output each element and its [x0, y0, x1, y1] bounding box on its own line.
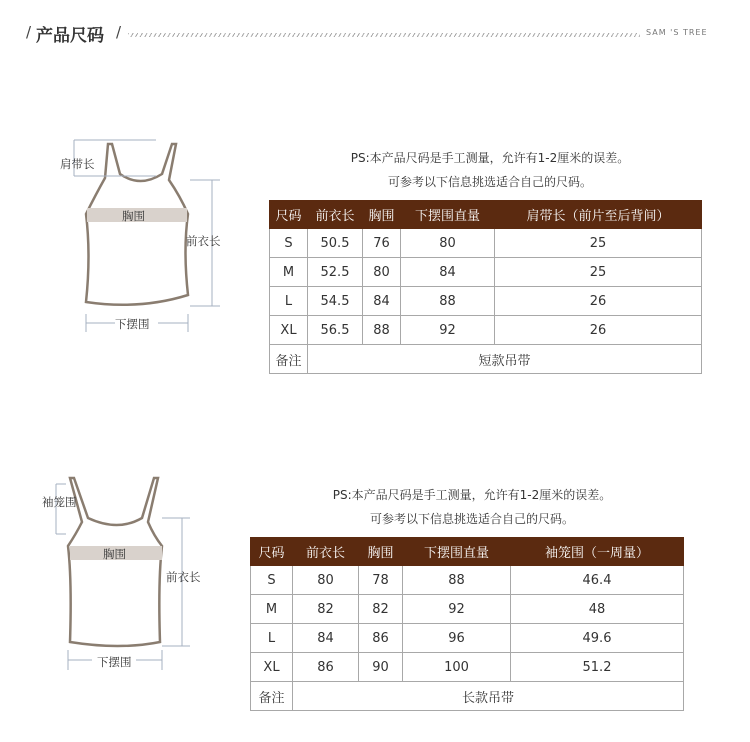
table-cell: M	[270, 258, 308, 287]
table-cell: 80	[401, 229, 495, 258]
table-row	[251, 595, 684, 624]
remark-row	[270, 345, 702, 374]
column-header: 下摆围直量	[403, 538, 511, 566]
remark-value: 长款吊带	[293, 682, 684, 711]
front-length-label: 前衣长	[166, 570, 201, 584]
table-row	[251, 653, 684, 682]
table-cell: 26	[495, 287, 702, 316]
table-cell: S	[270, 229, 308, 258]
measurement-notes	[312, 483, 632, 531]
table-header-row	[270, 201, 702, 229]
table-cell: 48	[511, 595, 684, 624]
table-cell: M	[251, 595, 293, 624]
brand-text: SAM 'S TREE	[646, 28, 708, 37]
header-slash-right: /	[116, 23, 122, 41]
column-header: 尺码	[251, 538, 293, 566]
table-cell: 88	[401, 287, 495, 316]
table-cell: 51.2	[511, 653, 684, 682]
table-header-row	[251, 538, 684, 566]
table-cell: L	[251, 624, 293, 653]
table-cell: 84	[401, 258, 495, 287]
column-header: 下摆围直量	[401, 201, 495, 229]
note-line: 可参考以下信息挑选适合自己的尺码。	[387, 175, 592, 189]
table-cell: 86	[359, 624, 403, 653]
table-cell: 46.4	[511, 566, 684, 595]
table-cell: 96	[403, 624, 511, 653]
remark-value: 短款吊带	[308, 345, 702, 374]
table-cell: 50.5	[308, 229, 363, 258]
page-header	[26, 18, 726, 48]
column-header: 前衣长	[308, 201, 363, 229]
table-row	[251, 624, 684, 653]
table-cell: 76	[363, 229, 401, 258]
table-cell: 80	[293, 566, 359, 595]
note-line: PS:本产品尺码是手工测量，允许有1-2厘米的误差。	[332, 488, 612, 502]
hem-label: 下摆围	[97, 655, 132, 669]
table-cell: 25	[495, 229, 702, 258]
table-cell: 82	[293, 595, 359, 624]
remark-row	[251, 682, 684, 711]
measurement-notes	[330, 146, 650, 194]
note-line: PS:本产品尺码是手工测量，允许有1-2厘米的误差。	[350, 151, 630, 165]
table-cell: 88	[363, 316, 401, 345]
table-cell: 80	[363, 258, 401, 287]
table-row	[270, 316, 702, 345]
table-cell: 92	[403, 595, 511, 624]
size-table-long	[250, 537, 684, 711]
table-cell: 56.5	[308, 316, 363, 345]
column-header: 袖笼围（一周量）	[511, 538, 684, 566]
note-line: 可参考以下信息挑选适合自己的尺码。	[369, 512, 574, 526]
armhole-label: 袖笼围	[42, 495, 77, 509]
header-divider	[128, 33, 640, 37]
table-cell: 100	[403, 653, 511, 682]
table-cell: 49.6	[511, 624, 684, 653]
remark-label: 备注	[270, 345, 308, 374]
column-header: 肩带长（前片至后背间）	[495, 201, 702, 229]
table-cell: S	[251, 566, 293, 595]
header-slash-left: /	[26, 23, 32, 41]
table-cell: 86	[293, 653, 359, 682]
remark-label: 备注	[251, 682, 293, 711]
table-cell: 82	[359, 595, 403, 624]
column-header: 胸围	[359, 538, 403, 566]
table-cell: XL	[251, 653, 293, 682]
garment-outline	[86, 144, 188, 305]
table-cell: 88	[403, 566, 511, 595]
garment-outline	[68, 478, 162, 646]
table-cell: 78	[359, 566, 403, 595]
table-cell: 90	[359, 653, 403, 682]
table-row	[270, 287, 702, 316]
table-cell: XL	[270, 316, 308, 345]
shoulder-strap-label: 肩带长	[60, 157, 95, 171]
size-table-short	[269, 200, 702, 374]
front-length-label: 前衣长	[186, 234, 221, 248]
table-cell: 25	[495, 258, 702, 287]
table-row	[270, 229, 702, 258]
table-cell: 26	[495, 316, 702, 345]
table-row	[251, 566, 684, 595]
column-header: 前衣长	[293, 538, 359, 566]
table-cell: 52.5	[308, 258, 363, 287]
page-title: 产品尺码	[36, 26, 104, 46]
table-cell: 84	[293, 624, 359, 653]
table-cell: 92	[401, 316, 495, 345]
table-cell: 84	[363, 287, 401, 316]
chest-label: 胸围	[122, 209, 145, 223]
table-row	[270, 258, 702, 287]
table-cell: L	[270, 287, 308, 316]
hem-label: 下摆围	[115, 317, 150, 331]
table-cell: 54.5	[308, 287, 363, 316]
column-header: 尺码	[270, 201, 308, 229]
chest-label: 胸围	[103, 547, 126, 561]
column-header: 胸围	[363, 201, 401, 229]
